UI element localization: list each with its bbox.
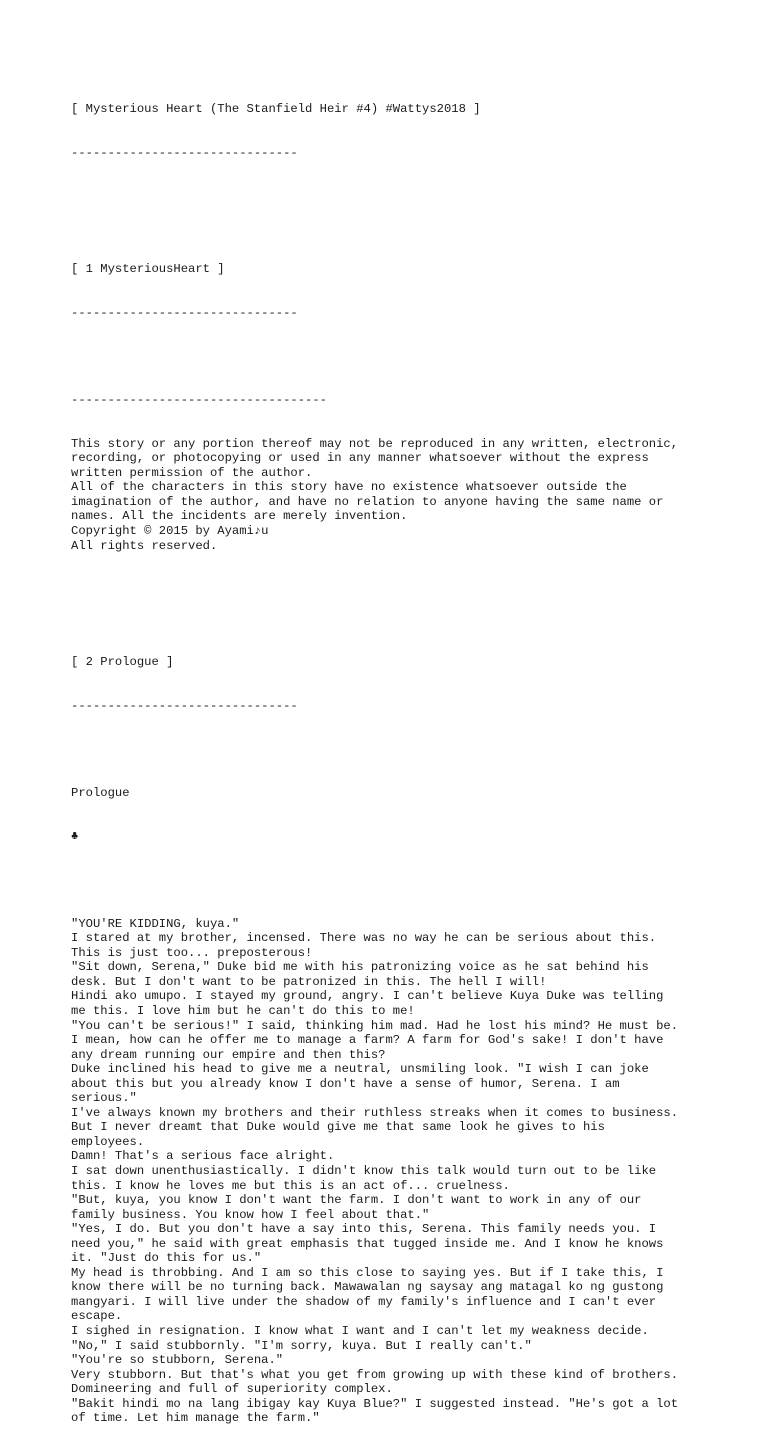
text-line: This is just too... preposterous! — [71, 945, 313, 960]
text-line: employees. — [71, 1134, 145, 1149]
text-line: imagination of the author, and have no relation to anyone having the same name or — [71, 494, 664, 509]
text-line: "YOU'RE KIDDING, kuya." — [71, 916, 240, 931]
text-line: I sat down unenthusiastically. I didn't know this talk would turn out to be like — [71, 1164, 657, 1179]
text-line: this. I know he loves me but this is an act of... cruelness. — [71, 1178, 510, 1193]
chapter-label: Prologue — [71, 785, 130, 800]
text-line: me this. I love him but he can't do this to me! — [71, 1004, 415, 1018]
text-line: I've always known my brothers and their ruthless streaks when it comes to business. — [71, 1105, 679, 1120]
text-line: All of the characters in this story have no existence whatsoever outside the — [71, 480, 627, 495]
text-line: recording, or photocopying or used in any manner whatsoever without the express — [71, 451, 649, 466]
section-rule: ------------------------------- — [71, 305, 298, 320]
text-line: written permission of the author. — [71, 465, 313, 480]
text-line: "Bakit hindi mo na lang ibigay kay Kuya Blue?" I suggested instead. "He's got a lot — [71, 1396, 679, 1411]
prologue-text — [71, 917, 731, 1426]
text-line: Damn! That's a serious face alright. — [71, 1149, 335, 1164]
text-line: family business. You know how I feel about that." — [71, 1207, 430, 1222]
text-line: I sighed in resignation. I know what I want and I can't let my weakness decide. — [71, 1324, 649, 1339]
text-line: This story or any portion thereof may not be reproduced in any written, electronic, — [71, 436, 679, 451]
text-line: "But, kuya, you know I don't want the farm. I don't want to work in any of our — [71, 1193, 642, 1208]
text-line: escape. — [71, 1309, 123, 1324]
text-line: serious." — [71, 1091, 137, 1106]
text-line: know there will be no turning back. Mawawalan ng saysay ang matagal ko ng gustong — [71, 1280, 664, 1295]
text-line: Hindi ako umupo. I stayed my ground, angry. I can't believe Kuya Duke was telling — [71, 989, 664, 1004]
text-line: My head is throbbing. And I am so this close to saying yes. But if I take this, I — [71, 1265, 664, 1280]
text-line: desk. But I don't want to be patronized in this. The hell I will! — [71, 974, 547, 989]
text-line: mangyari. I will live under the shadow of my family's influence and I can't ever — [71, 1294, 657, 1309]
text-line: "You're so stubborn, Serena." — [71, 1353, 284, 1368]
text-line: Domineering and full of superiority complex. — [71, 1382, 393, 1397]
text-line: "No," I said stubbornly. "I'm sorry, kuya. But I really can't." — [71, 1338, 532, 1353]
text-line: Very stubborn. But that's what you get from growing up with these kind of brothers. — [71, 1367, 679, 1382]
text-line: of time. Let him manage the farm." — [71, 1411, 320, 1426]
spacer — [71, 742, 731, 757]
copyright-notice — [71, 437, 731, 553]
ornament-icon: ♣ — [71, 829, 79, 844]
text-line: any dream running our empire and then this? — [71, 1047, 386, 1062]
section-rule: ------------------------------- — [71, 698, 298, 713]
text-line: it. "Just do this for us." — [71, 1251, 262, 1266]
section-inner-rule: ----------------------------------- — [71, 393, 327, 408]
spacer — [71, 582, 731, 611]
document-page — [71, 73, 731, 1440]
text-line: about this but you already know I don't have a sense of humor, Serena. I am — [71, 1076, 620, 1091]
text-line: need you," he said with great emphasis that tugged inside me. And I know he knows — [71, 1236, 664, 1251]
text-line: All rights reserved. — [71, 538, 218, 553]
spacer — [71, 349, 731, 364]
section-heading-mysteriousheart: [ 1 MysteriousHeart ] — [71, 262, 225, 277]
text-line: "Yes, I do. But you don't have a say into this, Serena. This family needs you. I — [71, 1222, 657, 1237]
text-line: "You can't be serious!" I said, thinking him mad. Had he lost his mind? He must be. — [71, 1018, 679, 1033]
document-title: [ Mysterious Heart (The Stanfield Heir #4) #Wattys2018 ] — [71, 102, 481, 117]
text-line: Copyright © 2015 by Ayami♪u — [71, 523, 269, 538]
text-line: But I never dreamt that Duke would give me that same look he gives to his — [71, 1120, 605, 1135]
text-line: names. All the incidents are merely invention. — [71, 509, 408, 524]
section-heading-prologue: [ 2 Prologue ] — [71, 654, 174, 669]
title-rule: ------------------------------- — [71, 145, 298, 160]
text-line: Duke inclined his head to give me a neutral, unsmiling look. "I wish I can joke — [71, 1062, 649, 1077]
spacer — [71, 873, 731, 888]
spacer — [71, 189, 731, 218]
text-line: "Sit down, Serena," Duke bid me with his patronizing voice as he sat behind his — [71, 960, 649, 975]
text-line: I stared at my brother, incensed. There was no way he can be serious about this. — [71, 931, 657, 946]
text-line: I mean, how can he offer me to manage a farm? A farm for God's sake! I don't have — [71, 1033, 664, 1048]
